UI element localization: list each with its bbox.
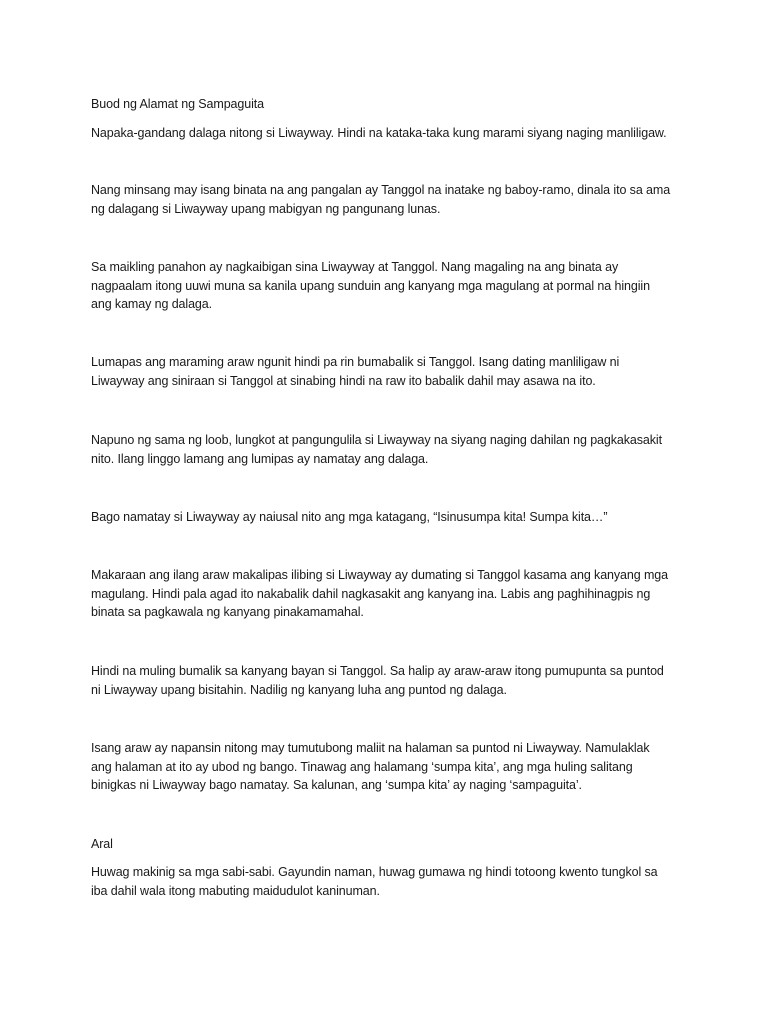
paragraph-2: Nang minsang may isang binata na ang pangalan ay Tanggol na inatake ng baboy-ramo, dinala ito sa ama ng dalagang si Liwayway upang mabigyan ng pangunang lunas. [91, 183, 671, 216]
lesson-heading: Aral [91, 837, 113, 851]
paragraph-3: Sa maikling panahon ay nagkaibigan sina Liwayway at Tanggol. Nang magaling na ang binata ay nagpaalam itong uuwi muna sa kanila upang sunduin ang kanyang mga magulang at pormal na hingiin ang kamay ng dalaga. [91, 260, 650, 311]
lesson-text: Huwag makinig sa mga sabi-sabi. Gayundin naman, huwag gumawa ng hindi totoong kwento tungkol sa iba dahil wala itong mabuting maidudulot kaninuman. [91, 865, 658, 898]
paragraph-9: Isang araw ay napansin nitong may tumutubong maliit na halaman sa puntod ni Liwayway. Namulaklak ang halaman at ito ay ubod ng bango. Tinawag ang halamang ‘sumpa kita’, ang mga huling salitang binigkas ni Liwayway bago namatay. Sa kalunan, ang ‘sumpa kita’ ay naging ‘sampaguita’. [91, 741, 650, 792]
document-title: Buod ng Alamat ng Sampaguita [91, 97, 265, 111]
paragraph-7: Makaraan ang ilang araw makalipas ilibing si Liwayway ay dumating si Tanggol kasama ang kanyang mga magulang. Hindi pala agad ito nakabalik dahil nagkasakit ang kanyang ina. Labis ang paghihinagpis ng binata sa pagkawala ng kanyang pinakamamahal. [91, 568, 669, 619]
paragraph-6: Bago namatay si Liwayway ay naiusal nito ang mga katagang, “Isinusumpa kita! Sumpa kita…” [91, 510, 608, 524]
paragraph-1: Napaka-gandang dalaga nitong si Liwayway. Hindi na kataka-taka kung marami siyang naging manliligaw. [91, 126, 667, 140]
paragraph-5: Napuno ng sama ng loob, lungkot at pangungulila si Liwayway na siyang naging dahilan ng pagkakasakit nito. Ilang linggo lamang ang lumipas ay namatay ang dalaga. [91, 433, 662, 466]
paragraph-4: Lumapas ang maraming araw ngunit hindi pa rin bumabalik si Tanggol. Isang dating manliligaw ni Liwayway ang siniraan si Tanggol at sinabing hindi na raw ito babalik dahil may asawa na ito. [91, 355, 620, 388]
paragraph-8: Hindi na muling bumalik sa kanyang bayan si Tanggol. Sa halip ay araw-araw itong pumupunta sa puntod ni Liwayway upang bisitahin. Nadilig ng kanyang luha ang puntod ng dalaga. [91, 664, 664, 697]
